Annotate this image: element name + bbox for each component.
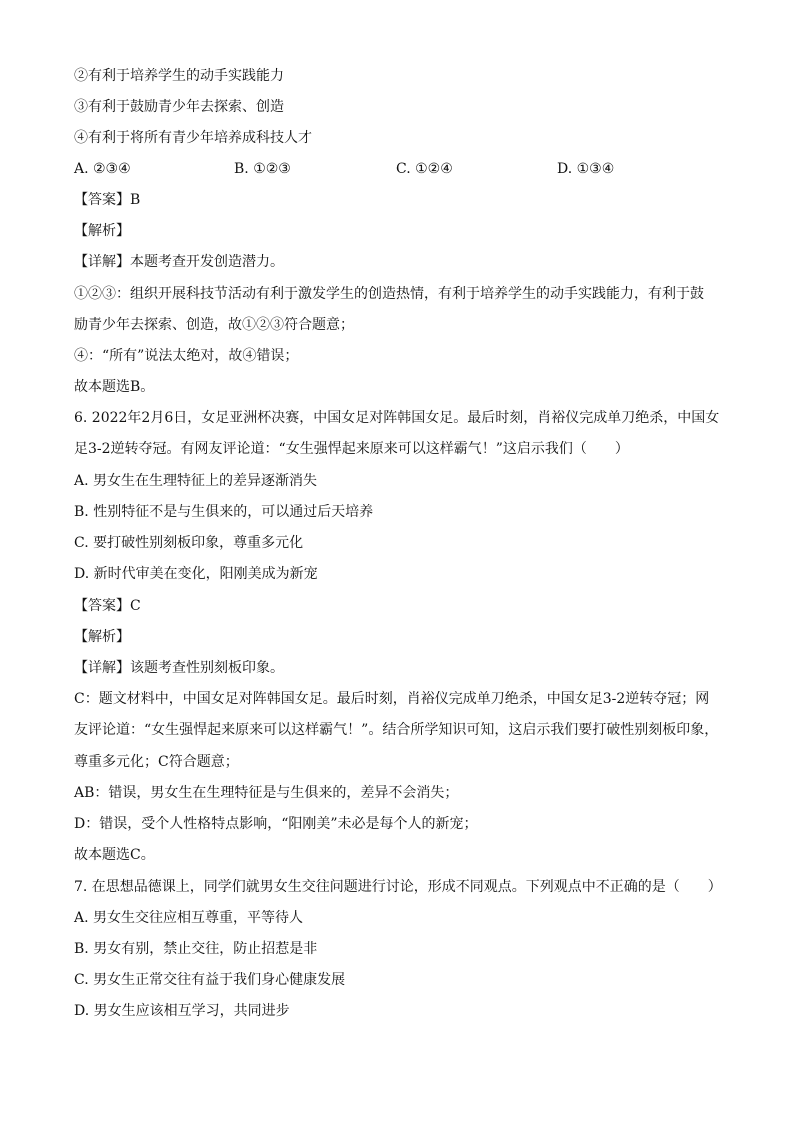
q7-option-b: B. 男女有别，禁止交往，防止招惹是非 <box>74 941 318 957</box>
q5-item-3: ③有利于鼓励青少年去探索、创造 <box>74 99 284 115</box>
q6-explanation-1: C：题文材料中，中国女足对阵韩国女足。最后时刻，肖裕仪完成单刀绝杀，中国女足3-2逆转夺冠；网 <box>74 691 710 707</box>
q6-detail: 【详解】该题考查性别刻板印象。 <box>74 660 284 676</box>
q6-option-a: A. 男女生在生理特征上的差异逐渐消失 <box>74 473 318 489</box>
q5-analysis-label: 【解析】 <box>74 223 130 239</box>
q6-option-d: D. 新时代审美在变化，阳刚美成为新宠 <box>74 566 318 582</box>
q6-explanation-5: D：错误，受个人性格特点影响，“阳刚美”未必是每个人的新宠； <box>74 816 478 832</box>
q5-option-d: D. ①③④ <box>557 161 615 177</box>
q5-explanation-2: 励青少年去探索、创造，故①②③符合题意； <box>74 317 354 333</box>
q5-item-4: ④有利于将所有青少年培养成科技人才 <box>74 130 312 146</box>
q7-option-a: A. 男女生交往应相互尊重，平等待人 <box>74 910 304 926</box>
q5-explanation-1: ①②③：组织开展科技节活动有利于激发学生的创造热情，有利于培养学生的动手实践能力，有利于鼓 <box>74 286 704 302</box>
q5-explanation-3: ④：“所有”说法太绝对，故④错误； <box>74 348 299 364</box>
q6-stem-1: 6. 2022年2月6日，女足亚洲杯决赛，中国女足对阵韩国女足。最后时刻，肖裕仪完成单刀绝杀，中国女 <box>74 410 720 426</box>
q5-option-b: B. ①②③ <box>234 161 291 177</box>
q5-option-c: C. ①②④ <box>396 161 453 177</box>
q5-detail: 【详解】本题考查开发创造潜力。 <box>74 254 284 270</box>
q5-item-2: ②有利于培养学生的动手实践能力 <box>74 68 284 84</box>
q6-analysis-label: 【解析】 <box>74 629 130 645</box>
q5-answer: 【答案】B <box>74 192 141 208</box>
q6-explanation-3: 尊重多元化；C符合题意； <box>74 754 239 770</box>
q6-explanation-4: AB：错误，男女生在生理特征是与生俱来的，差异不会消失； <box>74 785 459 801</box>
q5-options <box>74 159 734 179</box>
q6-stem-2: 足3-2逆转夺冠。有网友评论道：“女生强悍起来原来可以这样霸气！”这启示我们（ ） <box>74 441 629 457</box>
q6-conclusion: 故本题选C。 <box>74 847 155 863</box>
q6-option-b: B. 性别特征不是与生俱来的，可以通过后天培养 <box>74 504 374 520</box>
q5-option-a: A. ②③④ <box>74 161 131 177</box>
q7-option-d: D. 男女生应该相互学习，共同进步 <box>74 1003 290 1019</box>
q6-answer: 【答案】C <box>74 598 141 614</box>
q7-stem: 7. 在思想品德课上，同学们就男女生交往问题进行讨论，形成不同观点。下列观点中不正确的是（ ） <box>74 879 722 895</box>
q6-explanation-2: 友评论道：“女生强悍起来原来可以这样霸气！”。结合所学知识可知，这启示我们要打破性别刻板印象， <box>74 722 719 738</box>
q5-conclusion: 故本题选B。 <box>74 379 155 395</box>
q6-option-c: C. 要打破性别刻板印象，尊重多元化 <box>74 535 304 551</box>
q7-option-c: C. 男女生正常交往有益于我们身心健康发展 <box>74 972 346 988</box>
